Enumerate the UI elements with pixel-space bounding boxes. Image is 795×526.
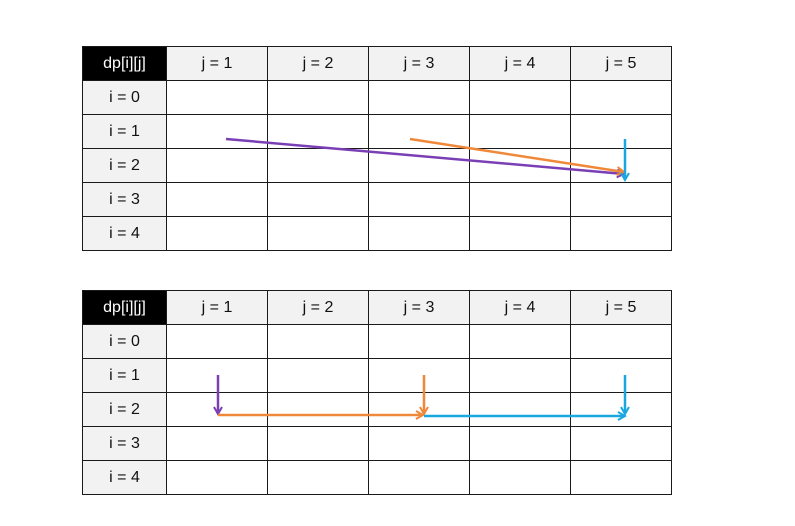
col-header-j4: j = 4 <box>470 291 571 325</box>
corner-label: dp[i][j] <box>83 47 167 81</box>
table-row <box>83 183 672 217</box>
cell <box>369 359 470 393</box>
cell <box>470 325 571 359</box>
cell <box>369 149 470 183</box>
cell <box>369 217 470 251</box>
col-header-j1: j = 1 <box>167 291 268 325</box>
cell <box>167 149 268 183</box>
cell <box>470 81 571 115</box>
cell <box>167 115 268 149</box>
cell <box>369 325 470 359</box>
header-row <box>83 291 672 325</box>
table-row <box>83 359 672 393</box>
cell <box>167 359 268 393</box>
cell <box>167 217 268 251</box>
cell <box>571 115 672 149</box>
header-row <box>83 47 672 81</box>
col-header-j3: j = 3 <box>369 291 470 325</box>
row-header-i4: i = 4 <box>83 217 167 251</box>
corner-label: dp[i][j] <box>83 291 167 325</box>
cell <box>571 217 672 251</box>
cell <box>571 461 672 495</box>
cell <box>470 149 571 183</box>
table-row <box>83 393 672 427</box>
cell <box>571 393 672 427</box>
row-header-i2: i = 2 <box>83 393 167 427</box>
table-row <box>83 325 672 359</box>
cell <box>268 149 369 183</box>
cell <box>369 393 470 427</box>
dp-table-bottom <box>82 290 672 495</box>
row-header-i1: i = 1 <box>83 115 167 149</box>
table-row <box>83 427 672 461</box>
cell <box>167 325 268 359</box>
cell <box>571 427 672 461</box>
row-header-i0: i = 0 <box>83 81 167 115</box>
table-row <box>83 115 672 149</box>
col-header-j2: j = 2 <box>268 291 369 325</box>
cell <box>571 359 672 393</box>
cell <box>470 359 571 393</box>
cell <box>167 183 268 217</box>
cell <box>167 393 268 427</box>
cell <box>571 183 672 217</box>
cell <box>369 115 470 149</box>
col-header-j3: j = 3 <box>369 47 470 81</box>
cell <box>470 393 571 427</box>
cell <box>369 81 470 115</box>
cell <box>571 325 672 359</box>
cell <box>470 427 571 461</box>
row-header-i2: i = 2 <box>83 149 167 183</box>
cell <box>268 217 369 251</box>
col-header-j4: j = 4 <box>470 47 571 81</box>
cell <box>470 461 571 495</box>
cell <box>369 427 470 461</box>
cell <box>470 217 571 251</box>
dp-table-top <box>82 46 672 251</box>
cell <box>470 183 571 217</box>
cell <box>167 461 268 495</box>
cell <box>268 393 369 427</box>
cell <box>369 183 470 217</box>
table-row <box>83 461 672 495</box>
row-header-i0: i = 0 <box>83 325 167 359</box>
row-header-i3: i = 3 <box>83 183 167 217</box>
cell <box>268 461 369 495</box>
row-header-i1: i = 1 <box>83 359 167 393</box>
cell <box>268 325 369 359</box>
row-header-i4: i = 4 <box>83 461 167 495</box>
cell <box>369 461 470 495</box>
cell <box>268 183 369 217</box>
cell <box>167 427 268 461</box>
cell <box>571 81 672 115</box>
col-header-j1: j = 1 <box>167 47 268 81</box>
row-header-i3: i = 3 <box>83 427 167 461</box>
table-row <box>83 81 672 115</box>
col-header-j5: j = 5 <box>571 291 672 325</box>
cell <box>470 115 571 149</box>
table-row <box>83 149 672 183</box>
cell <box>268 427 369 461</box>
cell <box>167 81 268 115</box>
cell <box>268 115 369 149</box>
cell <box>268 81 369 115</box>
table-row <box>83 217 672 251</box>
cell <box>268 359 369 393</box>
col-header-j2: j = 2 <box>268 47 369 81</box>
col-header-j5: j = 5 <box>571 47 672 81</box>
cell <box>571 149 672 183</box>
